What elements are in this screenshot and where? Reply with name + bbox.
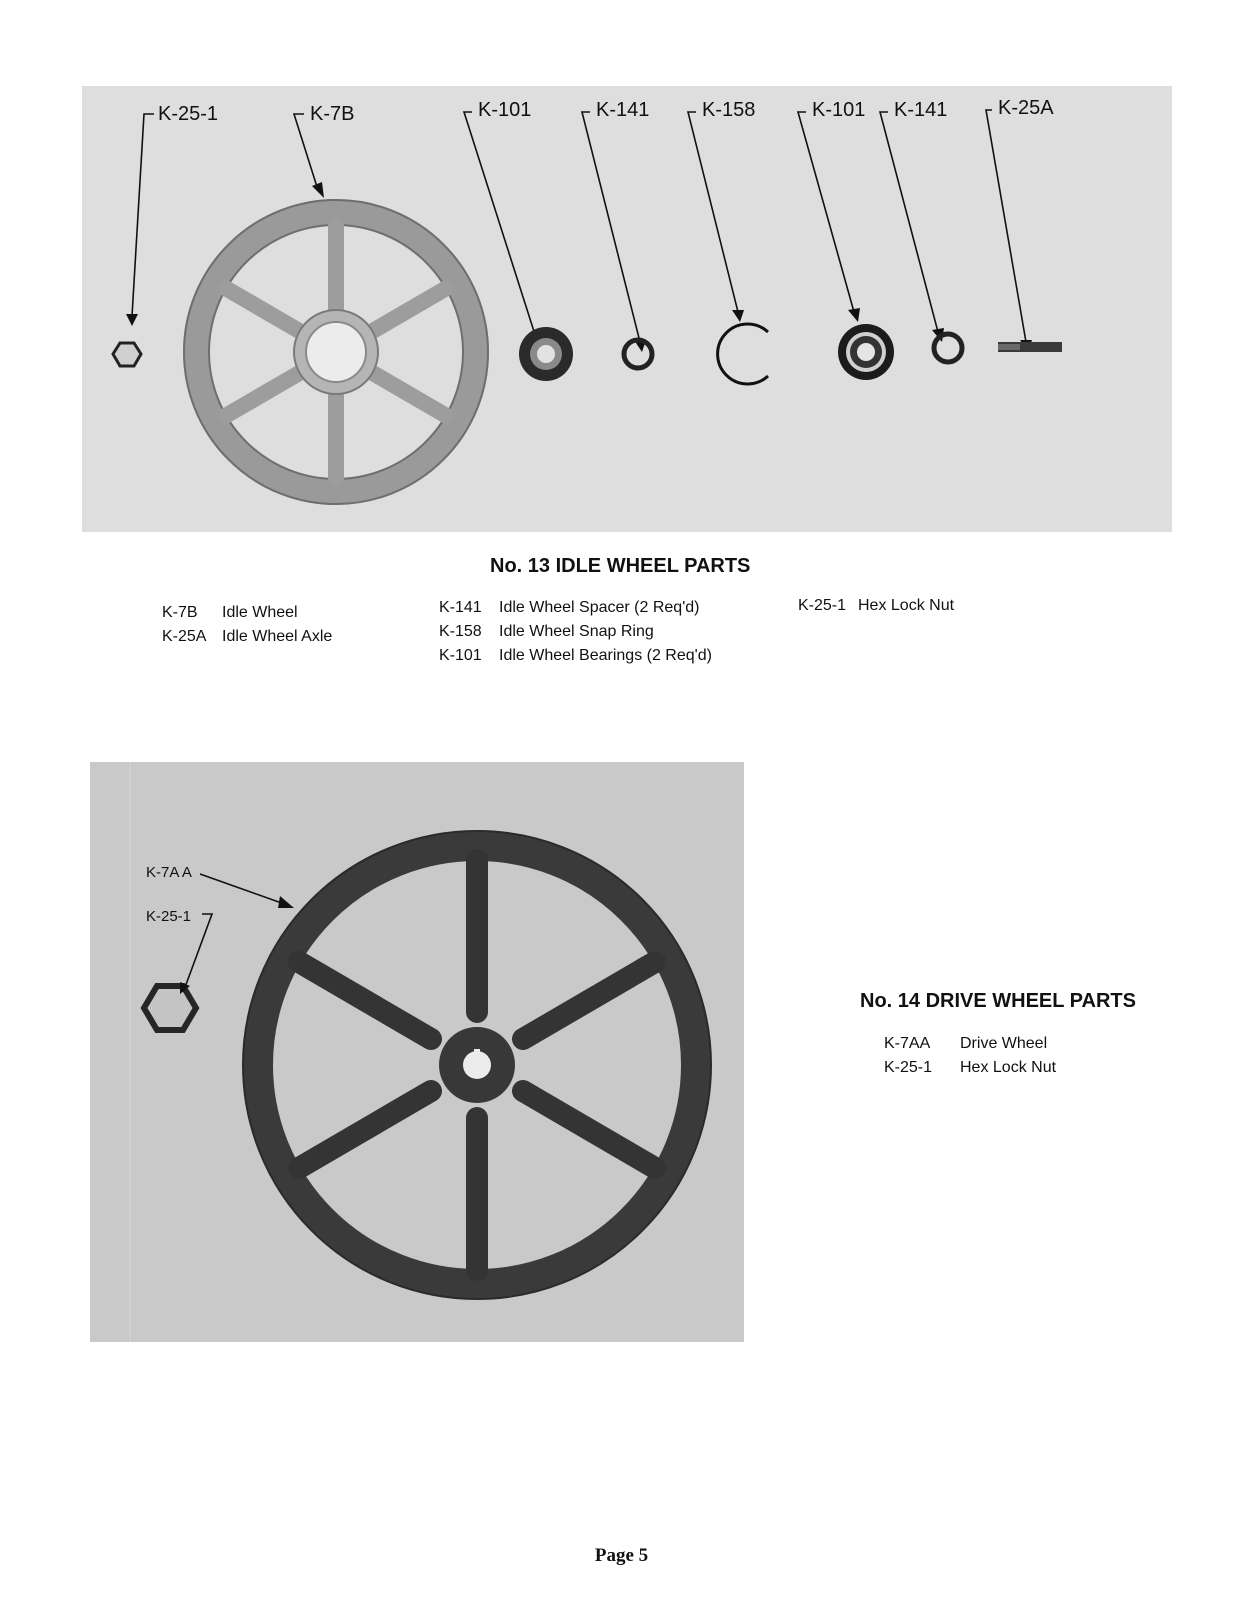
part-name: Hex Lock Nut: [858, 597, 955, 614]
idle-wheel-parts-photo: [82, 86, 1172, 532]
callout-label: K-141: [894, 99, 948, 121]
part-code: K-7AA: [884, 1035, 931, 1052]
part-name: Idle Wheel Spacer (2 Req'd): [499, 599, 700, 616]
idle-wheel-parts-title: No. 13 IDLE WHEEL PARTS: [490, 555, 751, 577]
parts-list-column: [162, 601, 332, 649]
part-row: [439, 596, 712, 620]
part-row: [439, 644, 712, 668]
parts-list-column: [798, 594, 954, 618]
part-code: K-141: [439, 599, 482, 616]
idle-wheel-bearing-part: [838, 324, 894, 380]
hex-lock-nut-part: [113, 343, 141, 366]
callout-label: K-141: [596, 99, 650, 121]
callout-label: K-25-1: [146, 908, 192, 925]
idle-wheel-bearing-part: [519, 327, 573, 381]
part-name: Drive Wheel: [960, 1035, 1048, 1052]
part-row: [162, 601, 332, 625]
idle-wheel-axle-part: [998, 342, 1062, 352]
part-row: [884, 1032, 1056, 1056]
page-number: Page 5: [594, 1545, 649, 1566]
part-code: K-25A: [162, 628, 207, 645]
callout-label: K-101: [478, 99, 532, 121]
part-name: Idle Wheel Bearings (2 Req'd): [499, 647, 712, 664]
callout-label: K-25-1: [158, 103, 219, 125]
part-row: [162, 625, 332, 649]
callout-label: K-25A: [998, 97, 1054, 119]
part-code: K-25-1: [884, 1059, 933, 1076]
callout-label: K-158: [702, 99, 756, 121]
part-code: K-158: [439, 623, 482, 640]
callout-label: K-7B: [310, 103, 355, 125]
part-row: [439, 620, 712, 644]
part-name: Hex Lock Nut: [960, 1059, 1057, 1076]
drive-wheel-parts-photo: [90, 762, 744, 1342]
parts-list-column: [439, 596, 712, 668]
part-name: Idle Wheel Snap Ring: [499, 623, 654, 640]
part-code: K-7B: [162, 604, 198, 621]
callout-label: K-7A A: [146, 864, 192, 881]
part-name: Idle Wheel Axle: [222, 628, 333, 645]
part-code: K-25-1: [798, 597, 847, 614]
part-row: [798, 594, 954, 618]
part-name: Idle Wheel: [222, 604, 298, 621]
parts-list-column: [884, 1032, 1056, 1080]
part-code: K-101: [439, 647, 482, 664]
hex-lock-nut-part: [144, 986, 196, 1030]
part-row: [884, 1056, 1056, 1080]
drive-wheel-parts-title: No. 14 DRIVE WHEEL PARTS: [860, 990, 1136, 1012]
callout-label: K-101: [812, 99, 866, 121]
